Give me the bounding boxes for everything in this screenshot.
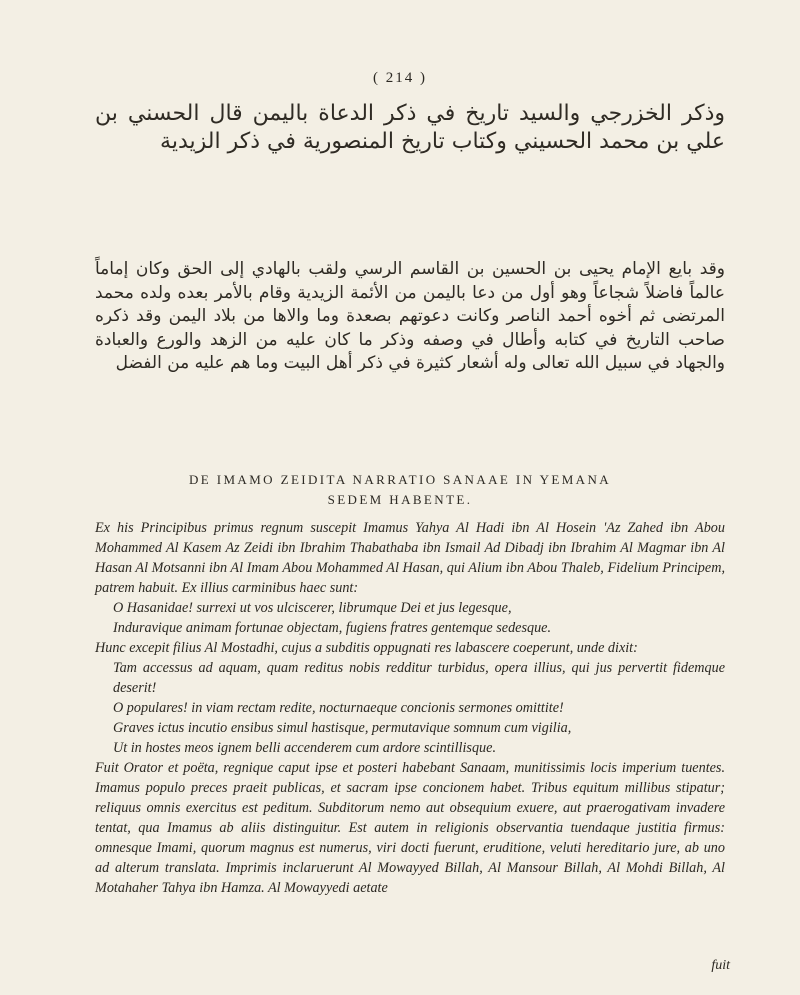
latin-verse: Graves ictus incutio ensibus simul hastisque, permutavique somnum cum vigilia,	[113, 720, 572, 736]
latin-paragraph: Hunc excepit filius Al Mostadhi, cujus a subditis oppugnati res labascere coeperunt, unde dixit:	[95, 640, 638, 656]
latin-verse: Induravique animam fortunae objectam, fugiens fratres gentemque sedesque.	[113, 620, 552, 636]
latin-verse: O populares! in viam rectam redite, nocturnaeque concionis sermones omittite!	[113, 700, 564, 716]
latin-section-heading: DE IMAMO ZEIDITA NARRATIO SANAAE IN YEMANA	[188, 472, 612, 487]
arabic-paragraph: وقد بايع الإمام يحيى بن الحسين بن القاسم الرسي ولقب بالهادي إلى الحق وكان إماماً عالماً فاضلاً شجاعاً وهو أول من دعا باليمن من الأئمة الزيدية وقام بالأمر بعده ولده محمد المرتضى ثم أخوه أحمد الناصر وكانت دعوتهم بصعدة وما والاها من بلاد اليمن وقد ذكره صاحب التاريخ في كتابه وأطال في وصفه وذكر ما كان عليه من الزهد والورع والعبادة والجهاد في سبيل الله تعالى وله أشعار كثيرة في ذكر أهل البيت وما هم عليه من الفضل	[95, 259, 725, 373]
page-number: ( 214 )	[373, 70, 427, 86]
latin-verse: Ut in hostes meos ignem belli accenderem cum ardore scintillisque.	[113, 740, 496, 756]
latin-verse: Tam accessus ad aquam, quam reditus nobis redditur turbidus, opera illius, qui jus pervertit fidemque deserit!	[113, 660, 725, 696]
latin-verse: O Hasanidae! surrexi ut vos ulciscerer, librumque Dei et jus legesque,	[113, 600, 512, 616]
latin-text	[95, 518, 725, 898]
arabic-heading: وذكر الخزرجي والسيد تاريخ في ذكر الدعاة باليمن قال الحسني بن علي بن محمد الحسيني وكتاب تاريخ المنصورية في ذكر الزيدية	[95, 101, 725, 154]
latin-paragraph: Ex his Principibus primus regnum suscepit Imamus Yahya Al Hadi ibn Al Hosein 'Az Zahed ibn Abou Mohammed Al Kasem Az Zeidi ibn Ibrahim Thabathaba ibn Ismail Ad Dibadj ibn Ibrahim Al Magmar ibn Al Hasan Al Motsanni ibn Al Imam Abou Mohammed Al Hasan, qui Alium ibn Abou Thaleb, Fidelium Principem, patrem habuit. Ex illius carminibus haec sunt:	[95, 520, 725, 596]
latin-paragraph: Fuit Orator et poëta, regnique caput ipse et posteri habebant Sanaam, munitissimis locis imperium tuentes. Imamus populo preces praeit publicas, et sacram ipse concionem habet. Tribus equitum millibus stipatur; reliquus omnis exercitus est peditum. Subditorum nemo aut obsequium exuere, aut praerogativam invadere tentat, qua Imamus ab aliis distinguitur. Est autem in religionis observantia tuendaque justitia firmus: omnesque Imami, quorum magnus est numerus, viri docti fuerunt, eruditione, veluti hereditario jure, ab uno ad alterum translata. Imprimis inclaruerunt Al Mowayyed Billah, Al Mansour Billah, Al Mohdi Billah, Al Motahaher Tahya ibn Hamza. Al Mowayyedi aetate	[95, 760, 725, 896]
latin-section-heading-line2: SEDEM HABENTE.	[327, 492, 473, 507]
catchword: fuit	[711, 958, 730, 973]
